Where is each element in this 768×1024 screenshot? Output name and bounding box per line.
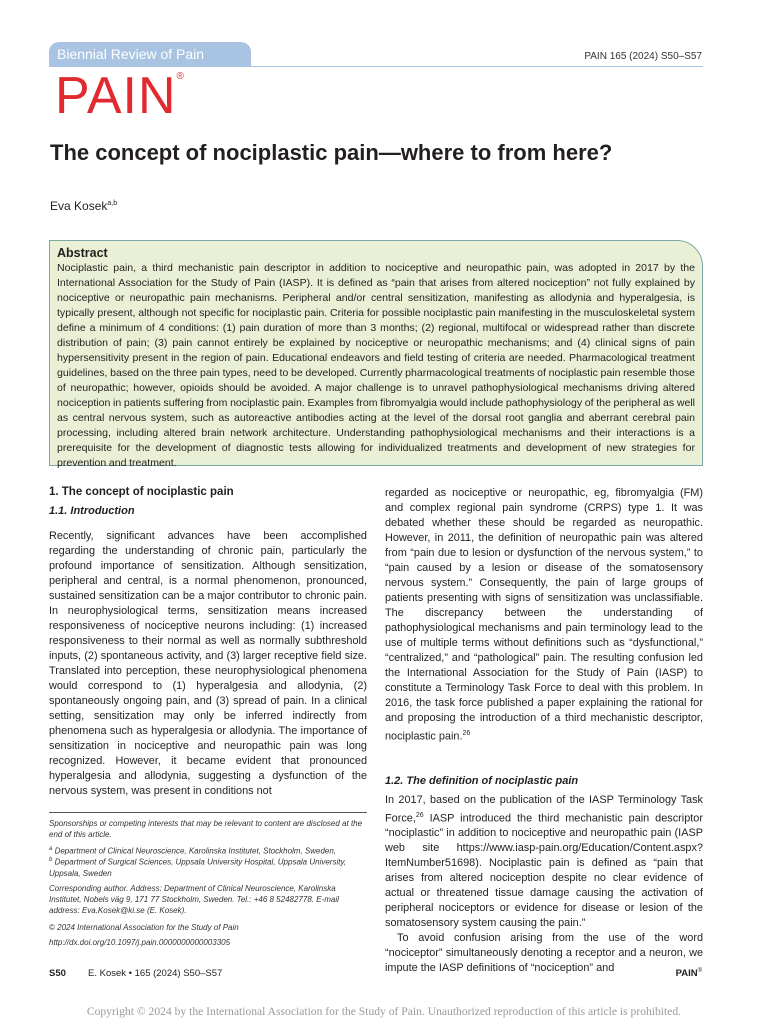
section-tab-label: Biennial Review of Pain [57,46,205,62]
copyright-watermark: Copyright © 2024 by the International Association for the Study of Pain. Unauthorized reproduction of this article is prohibited. [86,1005,682,1018]
abstract-heading: Abstract [57,246,108,260]
journal-logo [55,67,184,125]
affiliation-b-text: Department of Surgical Sciences, Uppsala University Hospital, Uppsala University, Uppsala, Sweden [49,857,347,878]
abstract-box [49,240,703,469]
journal-citation: PAIN 165 (2024) S50–S57 [584,51,702,62]
subsection-heading-1-1: 1.1. Introduction [49,505,135,517]
article-title: The concept of nociplastic pain—where to from here? [50,140,613,165]
page-number-text: S50 [49,968,66,979]
journal-logo-text: PAIN [55,67,177,125]
doi-link[interactable]: http://dx.doi.org/10.1097/j.pain.0000000000003305 [49,938,231,947]
affiliation-b [49,855,367,879]
right-column [385,486,703,976]
affiliation-a-text: Department of Clinical Neuroscience, Karolinska Institutet, Stockholm, Sweden, [52,846,337,856]
reference-26: 26 [462,730,471,737]
running-head: E. Kosek • 165 (2024) S50–S57 [88,968,223,979]
footer-registered-mark: ® [697,968,702,974]
affiliation-b-label: b [49,857,53,863]
registered-mark: ® [176,71,184,82]
reference-26-b: 26 [415,811,424,819]
corresponding-author: Corresponding author. Address: Department of Clinical Neuroscience, Karolinska Institutet, Nobels väg 9, 171 77 Stockholm, Sweden. Tel.: +46 8 52482778. E-mail address: Eva.Kosek@ki.se (E. Kosek). [49,884,339,915]
footer-journal-text: PAIN [675,968,698,980]
affiliation-a-label: a [49,846,53,852]
sponsorship-note: Sponsorships or competing interests that may be relevant to content are disclosed at the end of this article. [49,819,363,839]
body-paragraph-2-text-b: IASP introduced the third mechanistic pain descriptor “nociplastic” in addition to nociceptive and neuropathic pain (IASP web site https://www.iasp-pain.org/Education/Content.aspx?ItemNumber51698). Nociplastic pain is defined as “pain that arises from altered nociception despite no clear evidence of actual or threatened tissue damage causing the activation of peripheral nociceptors or evidence for disease or lesion of the somatosensory system causing the pain.” [385,812,703,930]
page-number [49,968,66,979]
body-paragraph-1-text: regarded as nociceptive or neuropathic, eg, fibromyalgia (FM) and complex regional pain syndrome (CRPS) type 1. It was debated whether these should be regarded as neuropathic. However, in 2011, the definition of neuropathic pain was altered from “pain due to lesion or dysfunction of the nervous system,” to “pain caused by a lesion or disease of the somatosensory nervous system.” Consequently, the pain of large groups of patients presenting with signs of sensitization was unclassifiable. The discrepancy between the understanding of pathophysiological mechanisms and pain terminology lead to the use of multiple terms without definitions such as “dysfunctional,” “centralized,” and “pathological” pain. The resulting confusion led the International Association for the Study of Pain (IASP) to constitute a Terminology Task Force to deal with this problem. In 2016, the task force published a paper explaining the rational for and proposing the introduction of a third mechanistic descriptor, nociplastic pain. [385,487,703,743]
abstract-text: Nociplastic pain, a third mechanistic pain descriptor in addition to nociceptive and neuropathic pain, was adopted in 2017 by the International Association for the Study of Pain (IASP). It is defined as “pain that arises from altered nociception” not fully explained by nociceptive or neuropathic pain mechanisms. Peripheral and/or central sensitization, manifesting as allodynia and hyperalgesia, is typically present, although not specific for nociplastic pain. Criteria for possible nociplastic pain manifesting in the musculoskeletal system define a minimum of 4 conditions: (1) pain duration of more than 3 months; (2) regional, multifocal or widespread rather than discrete distribution of pain; (3) pain cannot entirely be explained by nociceptive or neuropathic mechanisms; and (4) clinical signs of pain hypersensitivity present in the region of pain. Educational endeavors and field testing of criteria are needed. Pharmacological treatment guidelines, based on the three pain types, need to be developed. Currently pharmacological treatments of nociplastic pain resemble those of neuropathic; however, opioids should be avoided. A major challenge is to unravel pathophysiological mechanisms driving altered nociception in patients suffering from nociplastic pain. Examples from fibromyalgia would include pathophysiology of the peripheral as well as central nervous system, such as autoreactive antibodies acting at the level of the dorsal root ganglia and aberrant cerebral pain processing, including altered brain network architecture. Understanding pathophysiological mechanisms and their interactions is a prerequisite for the development of diagnostic tests allowing for individualized treatments and development of new strategies for prevention and treatment. [57,262,695,469]
body-paragraph-2 [385,793,703,932]
footer-journal [676,968,702,979]
body-paragraph-2-text-a: In 2017, based on the publication of the IASP Terminology Task Force, [385,793,703,825]
author-line [50,199,117,213]
subsection-heading-1-2: 1.2. The definition of nociplastic pain [385,774,579,787]
copyright-line: © 2024 International Association for the Study of Pain [49,923,239,932]
body-paragraph-3: To avoid confusion arising from the use of the word “nociceptor” simultaneously denoting a receptor and a neuron, we impute the IASP definitions of “nociception” and [385,932,703,975]
intro-paragraph: Recently, significant advances have been accomplished regarding the understanding of chronic pain, particularly the profound importance of sensitization. Although sensitization, peripheral and central, is a normal phenomenon, pronounced, sustained sensitization can be a major contributor to chronic pain. In neurophysiological terms, sensitization means increased responsiveness of nociceptive neurons including: (1) increased responsiveness to their normal as well as normally subthreshold inputs, (2) spontaneous activity, and (3) larger receptive field size. Translated into perception, these neurophysiological phenomena would correspond to (1) hyperalgesia and allodynia, (2) spontaneously ongoing pain, and (3) spread of pain. In a clinical setting, sensitization may only be inferred indirectly from phenomena such as hyperalgesia or allodynia. The importance of sensitization in nociceptive and neuropathic pain was long recognized. However, it became evident that pronounced hyperalgesia and allodynia, suggesting a dysfunction of the nervous system, was present in conditions not [49,530,367,797]
left-column [49,486,367,799]
footnote-rule [49,812,367,813]
author-affiliation-marks: a,b [107,200,118,207]
body-paragraph-1 [385,486,703,745]
section-heading-1: 1. The concept of nociplastic pain [49,486,234,498]
section-tab [49,42,251,67]
author-name: Eva Kosek [50,199,108,213]
